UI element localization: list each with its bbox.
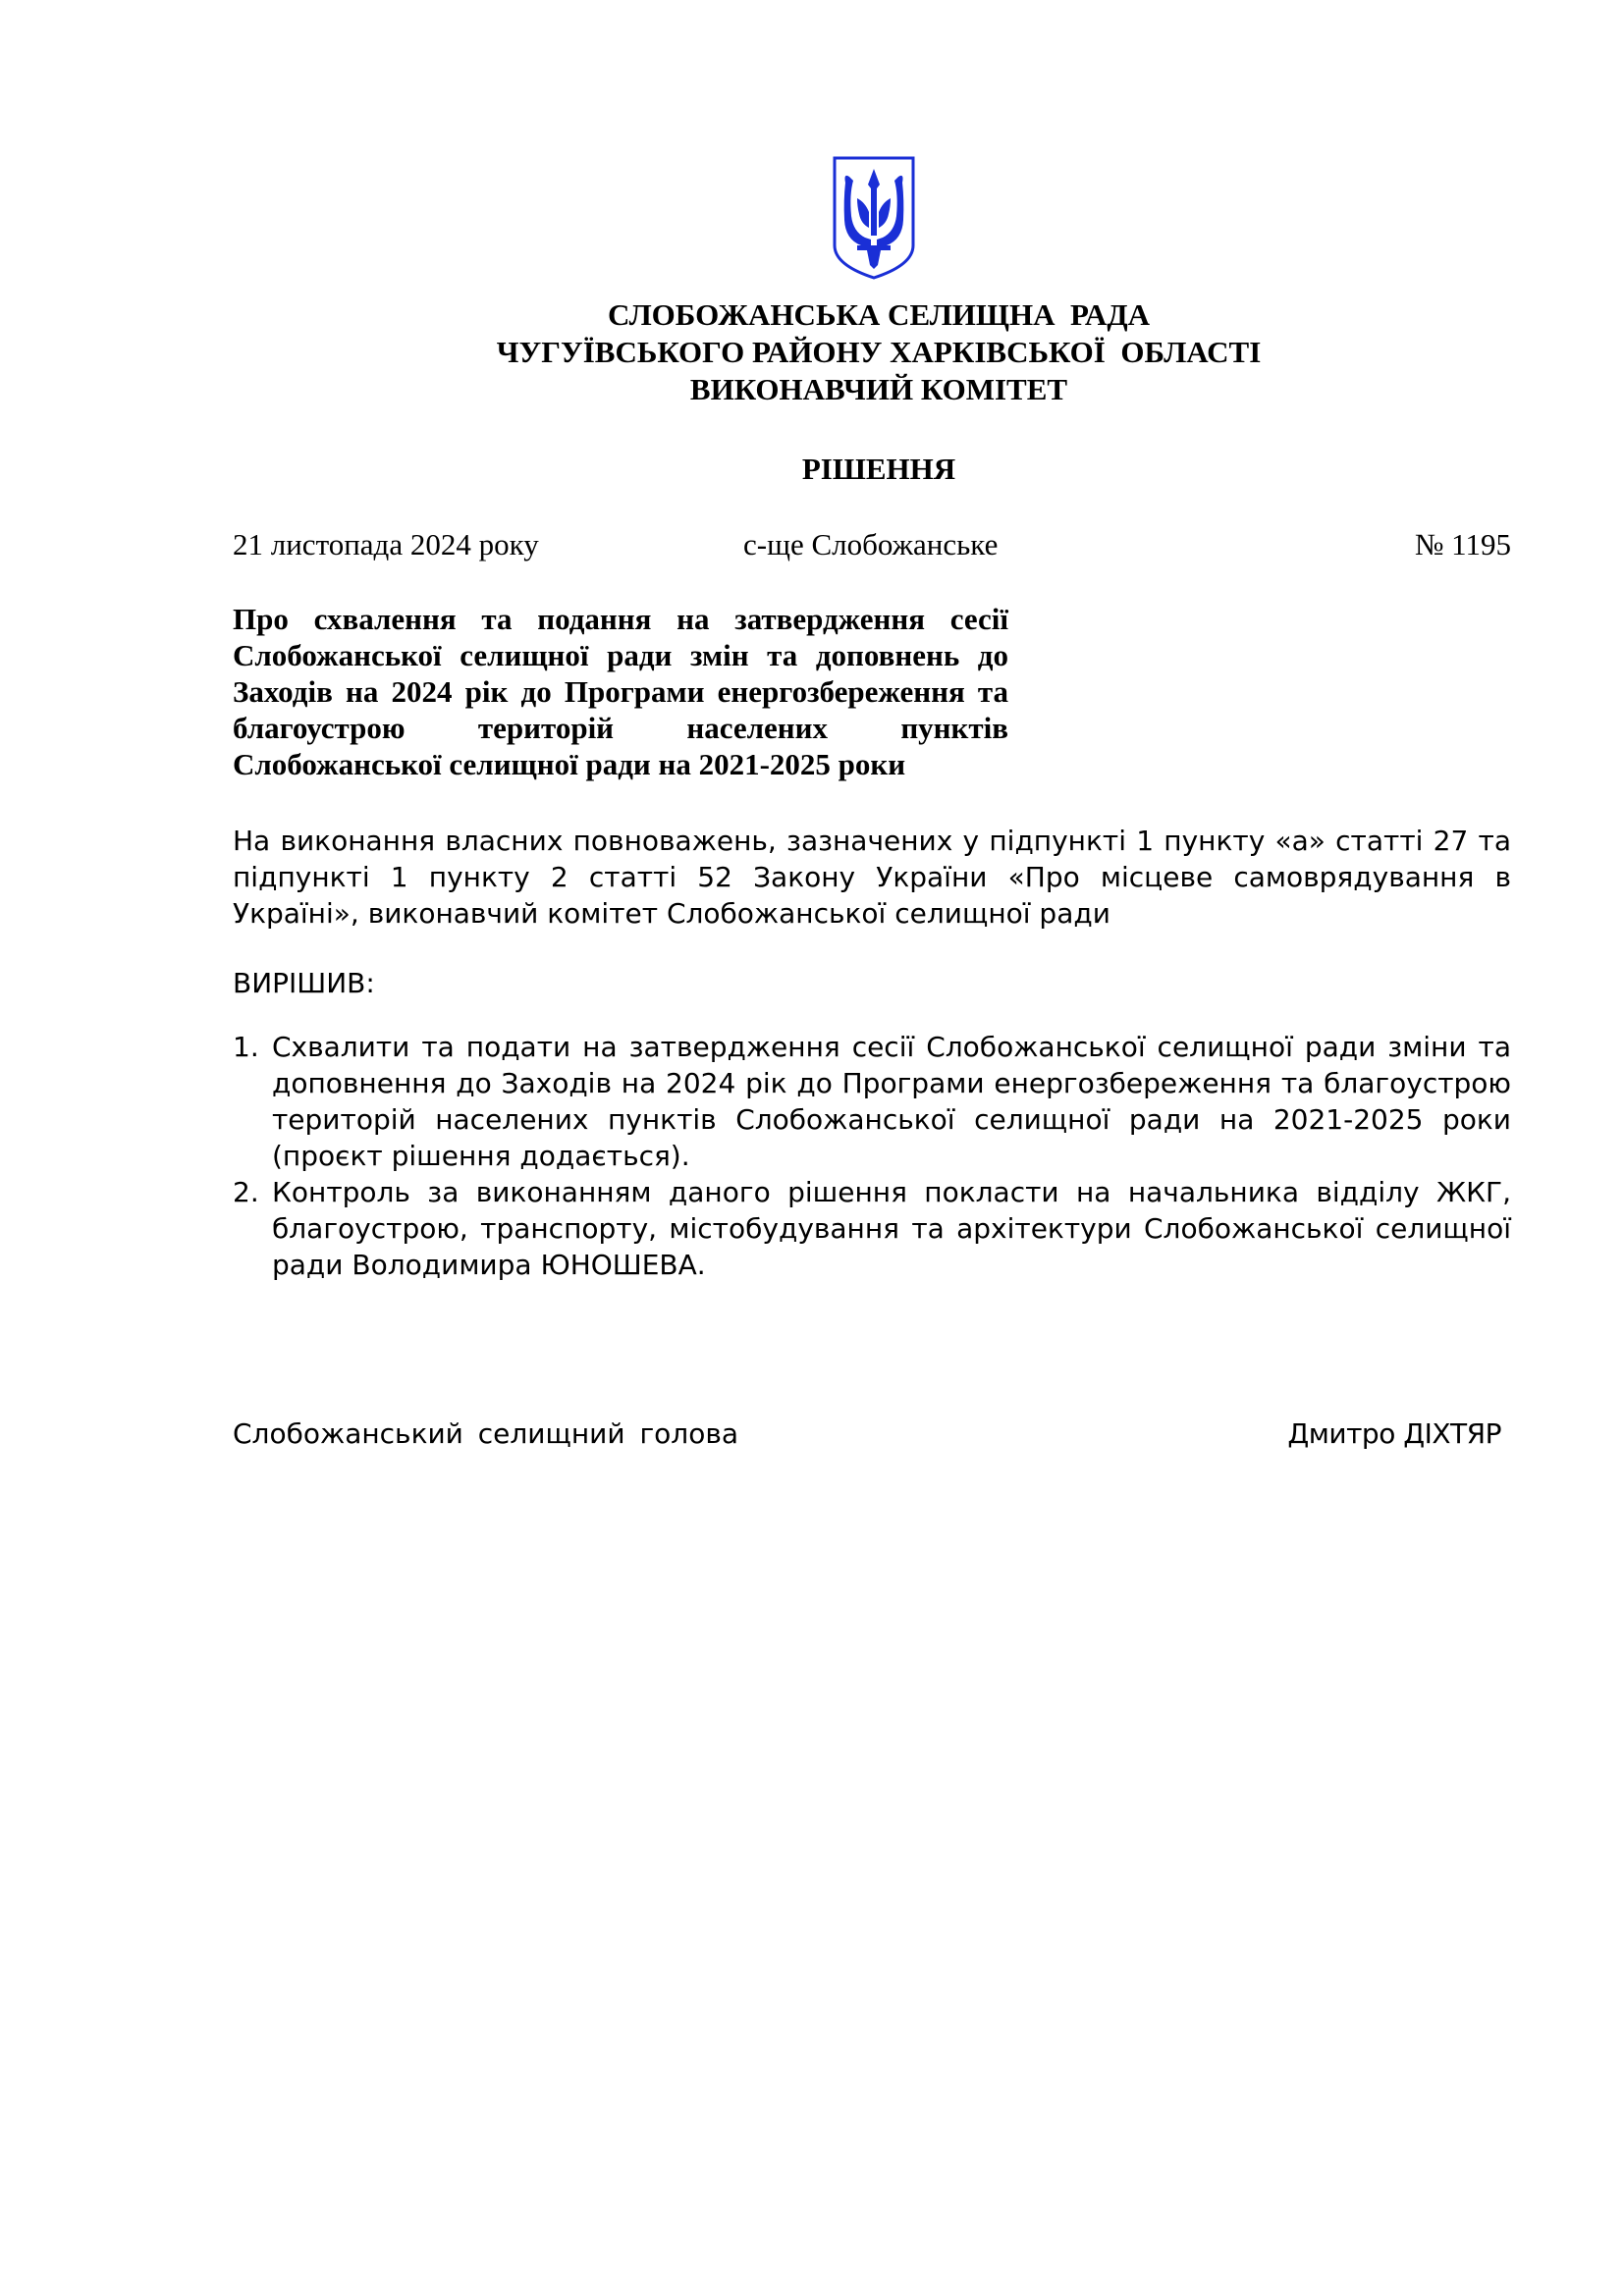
document-preamble: На виконання власних повноважень, зазначених у підпункті 1 пункту «а» статті 27 та підпункті 1 пункту 2 статті 52 Закону України «Про місцеве самоврядування в Україні», виконавчий комітет Слобожанської селищної ради <box>233 825 1511 930</box>
decision-items-list <box>233 1029 1511 1283</box>
document-subject: Про схвалення та подання на затвердження сесії Слобожанської селищної ради змін та доповнень до Заходів на 2024 рік до Програми енергозбереження та благоустрою територій населених пунктів Слобожанської селищної ради на 2021-2025 роки <box>233 602 1008 781</box>
header-committee-name: ВИКОНАВЧИЙ КОМІТЕТ <box>689 372 1068 406</box>
signatory-name: Дмитро ДІХТЯР <box>1287 1417 1501 1450</box>
signatory-title: Слобожанський селищний голова <box>233 1417 738 1450</box>
decision-item-text: Схвалити та подати на затвердження сесії Слобожанської селищної ради зміни та доповнення до Заходів на 2024 рік до Програми енергозбереження та благоустрою територій населених пунктів Слобожанської селищної ради на 2021-2025 роки (проєкт рішення додається). <box>272 1031 1511 1172</box>
decision-item <box>233 1174 1511 1283</box>
document-number: № 1195 <box>1414 527 1511 561</box>
header-district-name: ЧУГУЇВСЬКОГО РАЙОНУ ХАРКІВСЬКОЇ ОБЛАСТІ <box>496 335 1262 369</box>
document-date: 21 листопада 2024 року <box>233 527 539 561</box>
document-type-title: РІШЕННЯ <box>801 452 956 486</box>
organization-header <box>0 296 1624 408</box>
decision-item <box>233 1029 1511 1174</box>
decision-item-number: 1. <box>233 1031 259 1063</box>
header-council-name: СЛОБОЖАНСЬКА СЕЛИЩНА РАДА <box>607 297 1151 332</box>
coat-of-arms-trident-icon <box>832 155 916 281</box>
decision-item-number: 2. <box>233 1176 259 1208</box>
document-place: с-ще Слобожанське <box>743 527 999 561</box>
resolved-label: ВИРІШИВ: <box>233 967 375 999</box>
document-meta-row <box>233 527 1511 566</box>
decision-item-text: Контроль за виконанням даного рішення покласти на начальника відділу ЖКГ, благоустрою, транспорту, містобудування та архітектури Слобожанської селищної ради Володимира ЮНОШЕВА. <box>272 1176 1511 1281</box>
